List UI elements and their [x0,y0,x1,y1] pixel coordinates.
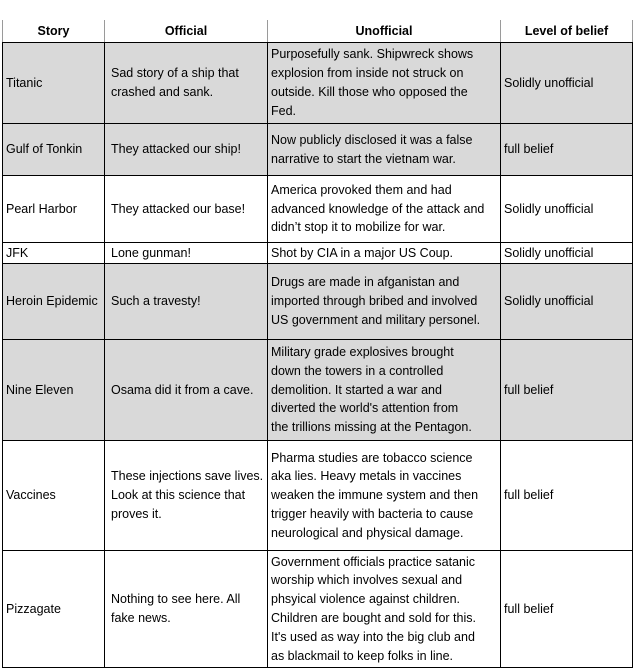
column-header-level-of-belief[interactable]: Level of belief [501,20,633,43]
story-cell[interactable]: Gulf of Tonkin [3,124,105,176]
unofficial-cell[interactable]: Drugs are made in afganistan and imported through bribed and involved US government and military personel. [268,264,501,340]
unofficial-cell[interactable]: Pharma studies are tobacco science aka lies. Heavy metals in vaccines weaken the immune system and then trigger heavily with bacteria to cause neurological and physical damage. [268,441,501,551]
level-of-belief-cell[interactable]: full belief [501,124,633,176]
official-cell[interactable]: Sad story of a ship that crashed and sank. [105,43,268,124]
official-cell[interactable]: They attacked our ship! [105,124,268,176]
official-cell[interactable]: Osama did it from a cave. [105,340,268,441]
level-of-belief-cell[interactable]: full belief [501,340,633,441]
story-table [2,20,633,668]
level-of-belief-cell[interactable]: full belief [501,551,633,668]
level-of-belief-cell[interactable]: Solidly unofficial [501,43,633,124]
official-cell[interactable]: These injections save lives. Look at this science that proves it. [105,441,268,551]
unofficial-cell[interactable]: Military grade explosives brought down the towers in a controlled demolition. It started a war and diverted the world's attention from the trillions missing at the Pentagon. [268,340,501,441]
story-cell[interactable]: Vaccines [3,441,105,551]
table-row [3,441,633,551]
unofficial-cell[interactable]: Purposefully sank. Shipwreck shows explosion from inside not struck on outside. Kill those who opposed the Fed. [268,43,501,124]
official-cell[interactable]: Nothing to see here. All fake news. [105,551,268,668]
column-header-official[interactable]: Official [105,20,268,43]
unofficial-cell[interactable]: Shot by CIA in a major US Coup. [268,243,501,264]
table-body [3,43,633,668]
official-cell[interactable]: Such a travesty! [105,264,268,340]
table-row [3,43,633,124]
story-cell[interactable]: Titanic [3,43,105,124]
unofficial-cell[interactable]: America provoked them and had advanced knowledge of the attack and didn’t stop it to mobilize for war. [268,176,501,243]
table-row [3,340,633,441]
header-row [3,20,633,43]
unofficial-cell[interactable]: Government officials practice satanic worship which involves sexual and phsyical violence against children. Children are bought and sold for this. It's used as way into the big club and as blackmail to keep folks in line. [268,551,501,668]
table-row [3,551,633,668]
table-row [3,176,633,243]
level-of-belief-cell[interactable]: Solidly unofficial [501,264,633,340]
story-cell[interactable]: JFK [3,243,105,264]
level-of-belief-cell[interactable]: Solidly unofficial [501,176,633,243]
table-row [3,243,633,264]
level-of-belief-cell[interactable]: Solidly unofficial [501,243,633,264]
official-cell[interactable]: They attacked our base! [105,176,268,243]
level-of-belief-cell[interactable]: full belief [501,441,633,551]
table-row [3,264,633,340]
official-cell[interactable]: Lone gunman! [105,243,268,264]
column-header-story[interactable]: Story [3,20,105,43]
unofficial-cell[interactable]: Now publicly disclosed it was a false narrative to start the vietnam war. [268,124,501,176]
table-row [3,124,633,176]
story-cell[interactable]: Nine Eleven [3,340,105,441]
column-header-unofficial[interactable]: Unofficial [268,20,501,43]
story-cell[interactable]: Pearl Harbor [3,176,105,243]
story-cell[interactable]: Heroin Epidemic [3,264,105,340]
story-cell[interactable]: Pizzagate [3,551,105,668]
